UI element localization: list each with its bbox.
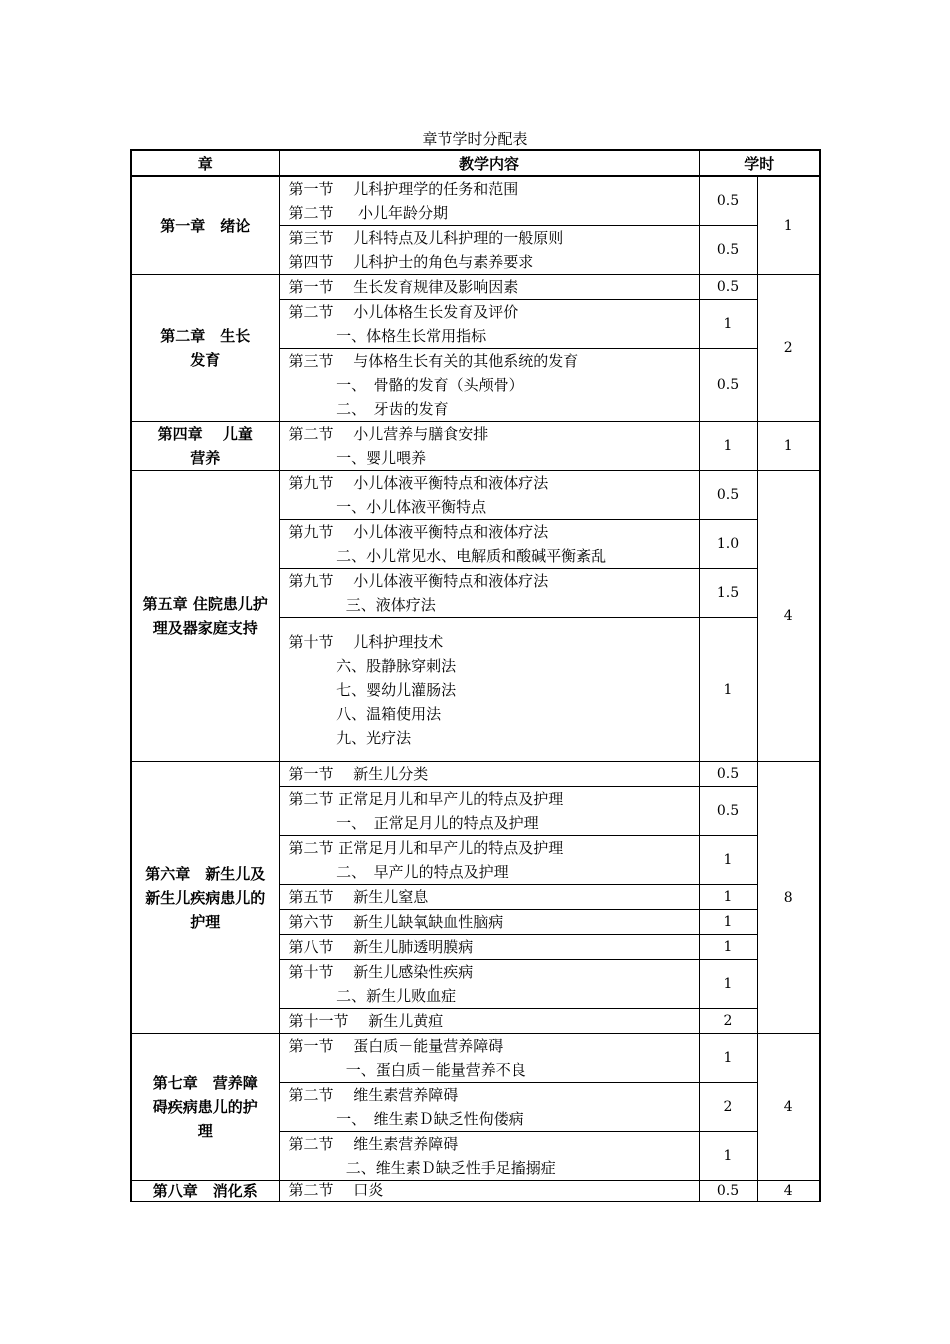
page-title: 章节学时分配表 — [422, 130, 528, 148]
content-line: 第十节 新生儿感染性疾病 — [288, 963, 474, 981]
content-line: 第二节 小儿营养与膳食安排 — [288, 425, 489, 443]
section-hours: 0.5 — [699, 471, 757, 520]
section-hours: 1 — [699, 422, 757, 471]
content-line: 第八节 新生儿肺透明膜病 — [288, 938, 474, 956]
content-line: 第二节 维生素营养障碍 — [288, 1135, 459, 1153]
content-line: 八、温箱使用法 — [288, 704, 442, 723]
chapter-name: 第八章 消化系 — [152, 1182, 258, 1200]
content-line: 第一节 蛋白质－能量营养障碍 — [288, 1037, 504, 1055]
section-row — [131, 1181, 820, 1202]
section-content — [279, 1034, 699, 1083]
section-content — [279, 1083, 699, 1132]
section-hours: 1 — [699, 885, 757, 910]
section-hours: 1.0 — [699, 520, 757, 569]
section-content — [279, 787, 699, 836]
content-line: 二、 牙齿的发育 — [288, 400, 449, 418]
section-content — [279, 275, 699, 300]
content-line: 一、 维生素Ｄ缺乏性佝偻病 — [288, 1110, 524, 1128]
content-line: 第六节 新生儿缺氧缺血性脑病 — [288, 913, 504, 931]
section-hours: 0.5 — [699, 226, 757, 275]
section-hours: 1 — [699, 935, 757, 960]
chapter-name: 第一章 绪论 — [160, 216, 251, 235]
content-line: 一、小儿体液平衡特点 — [288, 498, 487, 516]
content-line: 一、体格生长常用指标 — [288, 327, 487, 345]
section-content — [279, 1132, 699, 1181]
content-line: 六、股静脉穿刺法 — [288, 656, 457, 675]
content-line: 第四节 儿科护士的角色与素养要求 — [288, 253, 534, 271]
section-hours: 1 — [699, 1132, 757, 1181]
chapter-cell — [131, 176, 279, 275]
section-hours: 1 — [699, 300, 757, 349]
section-hours: 2 — [699, 1009, 757, 1034]
content-line: 三、液体疗法 — [288, 596, 436, 614]
content-line: 第三节 儿科特点及儿科护理的一般原则 — [288, 229, 564, 247]
chapter-name: 第四章 儿童营养 — [157, 425, 253, 467]
chapter-name: 第七章 营养障碍疾病患儿的护理 — [152, 1074, 258, 1140]
chapter-cell — [131, 1034, 279, 1181]
chapter-name: 第五章 住院患儿护理及器家庭支持 — [142, 595, 268, 637]
chapter-cell — [131, 762, 279, 1034]
section-content — [279, 569, 699, 618]
section-content — [279, 1181, 699, 1202]
chapter-total-hours: 1 — [757, 422, 820, 471]
section-hours: 1.5 — [699, 569, 757, 618]
section-content — [279, 349, 699, 422]
content-line: 一、 骨骼的发育（头颅骨） — [288, 376, 524, 394]
chapter-cell — [131, 471, 279, 762]
content-line: 二、 早产儿的特点及护理 — [288, 863, 509, 881]
content-line: 一、婴儿喂养 — [288, 449, 427, 467]
content-line: 一、蛋白质－能量营养不良 — [288, 1061, 526, 1079]
section-content — [279, 762, 699, 787]
content-line: 七、婴幼儿灌肠法 — [288, 680, 457, 699]
content-line: 第二节 正常足月儿和早产儿的特点及护理 — [288, 790, 564, 808]
content-line: 第二节 小儿体格生长发育及评价 — [288, 303, 519, 321]
section-hours: 0.5 — [699, 1181, 757, 1202]
content-header: 教学内容 — [279, 150, 699, 176]
chapter-total-hours: 4 — [757, 1034, 820, 1181]
section-hours: 1 — [699, 1034, 757, 1083]
section-hours: 0.5 — [699, 762, 757, 787]
content-line: 二、小儿常见水、电解质和酸碱平衡紊乱 — [288, 547, 607, 565]
chapter-header: 章 — [131, 150, 279, 176]
content-line: 第五节 新生儿窒息 — [288, 888, 429, 906]
chapter-cell — [131, 1181, 279, 1202]
section-content — [279, 910, 699, 935]
content-line: 第二节 口炎 — [288, 1181, 384, 1199]
section-hours: 0.5 — [699, 275, 757, 300]
section-content — [279, 885, 699, 910]
content-line: 第十节 儿科护理技术 — [288, 632, 444, 651]
content-line: 第一节 新生儿分类 — [288, 765, 429, 783]
section-content — [279, 1009, 699, 1034]
section-content — [279, 618, 699, 762]
content-line: 第二节 小儿年龄分期 — [288, 204, 449, 222]
section-row — [131, 1034, 820, 1083]
section-content — [279, 836, 699, 885]
hours-header: 学时 — [699, 150, 820, 176]
hours-allocation-table — [130, 149, 821, 1202]
section-content — [279, 226, 699, 275]
section-content — [279, 960, 699, 1009]
chapter-cell — [131, 422, 279, 471]
content-line: 第九节 小儿体液平衡特点和液体疗法 — [288, 523, 549, 541]
chapter-total-hours: 8 — [757, 762, 820, 1034]
content-line: 第二节 正常足月儿和早产儿的特点及护理 — [288, 839, 564, 857]
chapter-cell — [131, 275, 279, 422]
section-hours: 0.5 — [699, 349, 757, 422]
section-content — [279, 176, 699, 226]
content-line: 一、 正常足月儿的特点及护理 — [288, 814, 539, 832]
content-line: 第九节 小儿体液平衡特点和液体疗法 — [288, 474, 549, 492]
section-row — [131, 275, 820, 300]
section-row — [131, 762, 820, 787]
section-hours: 1 — [699, 836, 757, 885]
content-line: 二、维生素Ｄ缺乏性手足搐搦症 — [288, 1159, 556, 1177]
content-line: 二、新生儿败血症 — [288, 987, 457, 1005]
content-line: 第一节 生长发育规律及影响因素 — [288, 278, 519, 296]
chapter-total-hours: 4 — [757, 471, 820, 762]
content-line: 第十一节 新生儿黄疸 — [288, 1012, 444, 1030]
chapter-total-hours: 1 — [757, 176, 820, 275]
content-line: 九、光疗法 — [288, 728, 412, 747]
section-content — [279, 520, 699, 569]
section-hours: 1 — [699, 910, 757, 935]
header-row — [131, 150, 820, 176]
chapter-total-hours: 2 — [757, 275, 820, 422]
section-content — [279, 300, 699, 349]
section-row — [131, 422, 820, 471]
section-hours: 1 — [699, 618, 757, 762]
section-row — [131, 471, 820, 520]
section-hours: 2 — [699, 1083, 757, 1132]
content-line: 第九节 小儿体液平衡特点和液体疗法 — [288, 572, 549, 590]
section-content — [279, 935, 699, 960]
content-line: 第三节 与体格生长有关的其他系统的发育 — [288, 352, 579, 370]
section-hours: 0.5 — [699, 176, 757, 226]
content-line: 第二节 维生素营养障碍 — [288, 1086, 459, 1104]
content-line: 第一节 儿科护理学的任务和范围 — [288, 180, 519, 198]
chapter-name: 第二章 生长发育 — [160, 327, 251, 369]
section-hours: 1 — [699, 960, 757, 1009]
section-hours: 0.5 — [699, 787, 757, 836]
chapter-name: 第六章 新生儿及新生儿疾病患儿的护理 — [145, 864, 266, 931]
section-content — [279, 471, 699, 520]
section-content — [279, 422, 699, 471]
section-row — [131, 176, 820, 226]
chapter-total-hours: 4 — [757, 1181, 820, 1202]
